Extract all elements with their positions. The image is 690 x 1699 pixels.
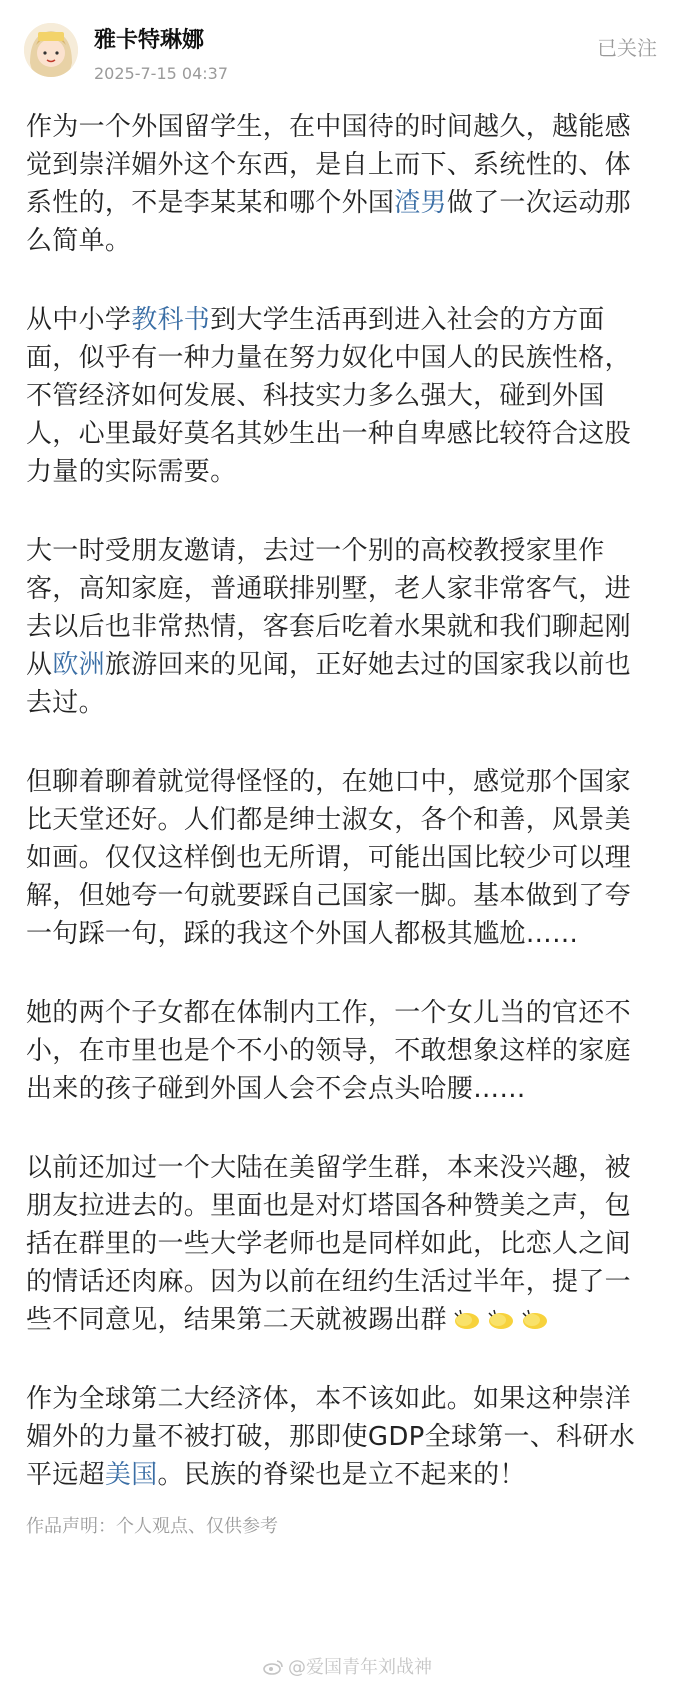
text-line: 一句踩一句，踩的我这个外国人都极其尴尬…… — [26, 919, 579, 949]
paragraph-4 — [26, 763, 666, 953]
clapping-hands-emoji-icon — [485, 1309, 515, 1331]
paragraph-1 — [26, 108, 666, 260]
text-line: 小，在市里也是个不小的领导，不敢想象这样的家庭 — [26, 1036, 631, 1066]
text-line: 的情话还肉麻。因为以前在纽约生活过半年，提了一 — [26, 1267, 631, 1297]
text-line: 力量的实际需要。 — [26, 457, 237, 487]
text-line: 么简单。 — [26, 226, 132, 256]
text-line: 她的两个子女都在体制内工作，一个女儿当的官还不 — [26, 998, 631, 1028]
weibo-logo-icon — [262, 1659, 284, 1675]
text-line — [26, 301, 666, 339]
text-line — [26, 646, 666, 684]
text-line: 客，高知家庭，普通联排别墅，老人家非常客气，进 — [26, 574, 631, 604]
paragraph-3 — [26, 532, 666, 722]
text-span: 平远超 — [26, 1460, 105, 1490]
paragraph-7 — [26, 1380, 666, 1494]
text-span: 从中小学 — [26, 305, 132, 335]
author-name[interactable]: 雅卡特琳娜 — [94, 28, 205, 53]
text-line: 面，似乎有一种力量在努力奴化中国人的民族性格， — [26, 343, 631, 373]
clapping-hands-emoji-icon — [519, 1309, 549, 1331]
text-span: 系性的，不是李某某和哪个外国 — [26, 188, 395, 218]
post-timestamp: 2025-7-15 04:37 — [94, 64, 228, 83]
text-span: 做了一次运动那 — [446, 188, 631, 218]
text-line: 媚外的力量不被打破，那即使GDP全球第一、科研水 — [26, 1422, 636, 1452]
text-span: 从 — [26, 650, 53, 680]
text-line: 比天堂还好。人们都是绅士淑女，各个和善，风景美 — [26, 805, 631, 835]
text-span: 旅游回来的见闻，正好她去过的国家我以前也 — [104, 650, 631, 680]
text-line: 朋友拉进去的。里面也是对灯塔国各种赞美之声，包 — [26, 1191, 631, 1221]
topic-link-zhanan[interactable]: 渣男 — [394, 188, 447, 218]
text-line: 如画。仅仅这样倒也无所谓，可能出国比较少可以理 — [26, 843, 631, 873]
avatar-cartoon-girl-icon — [24, 23, 78, 77]
text-line: 出来的孩子碰到外国人会不会点头哈腰…… — [26, 1074, 526, 1104]
text-line — [26, 1301, 666, 1339]
post-body — [26, 108, 666, 1494]
text-line: 觉到崇洋媚外这个东西，是自上而下、系统性的、体 — [26, 150, 631, 180]
text-line — [26, 1456, 666, 1494]
text-line: 但聊着聊着就觉得怪怪的，在她口中，感觉那个国家 — [26, 767, 631, 797]
text-line: 去以后也非常热情，客套后吃着水果就和我们聊起刚 — [26, 612, 631, 642]
text-line: 解，但她夸一句就要踩自己国家一脚。基本做到了夸 — [26, 881, 631, 911]
paragraph-2 — [26, 301, 666, 491]
text-line — [26, 184, 666, 222]
avatar[interactable] — [24, 23, 78, 77]
clapping-hands-emoji-icon — [451, 1309, 481, 1331]
paragraph-5 — [26, 994, 666, 1108]
text-line: 括在群里的一些大学老师也是同样如此，比恋人之间 — [26, 1229, 631, 1259]
text-line: 人，心里最好莫名其妙生出一种自卑感比较符合这股 — [26, 419, 631, 449]
text-line: 作为一个外国留学生，在中国待的时间越久，越能感 — [26, 112, 631, 142]
text-line: 以前还加过一个大陆在美留学生群，本来没兴趣，被 — [26, 1153, 631, 1183]
topic-link-ouzhou[interactable]: 欧洲 — [52, 650, 105, 680]
text-line: 去过。 — [26, 688, 105, 718]
post-header — [0, 0, 690, 95]
follow-button[interactable]: 已关注 — [597, 36, 657, 60]
text-span: 。民族的脊梁也是立不起来的！ — [157, 1460, 526, 1490]
watermark-text: @爱国青年刘战神 — [288, 1657, 432, 1678]
text-span: 些不同意见，结果第二天就被踢出群 — [26, 1305, 447, 1335]
paragraph-6 — [26, 1149, 666, 1339]
text-line: 作为全球第二大经济体，本不该如此。如果这种崇洋 — [26, 1384, 631, 1414]
text-line: 不管经济如何发展、科技实力多么强大，碰到外国 — [26, 381, 605, 411]
text-span: 到大学生活再到进入社会的方方面 — [210, 305, 605, 335]
watermark — [262, 1657, 432, 1679]
text-line: 大一时受朋友邀请，去过一个别的高校教授家里作 — [26, 536, 605, 566]
work-declaration: 作品声明：个人观点、仅供参考 — [26, 1516, 278, 1537]
topic-link-meiguo[interactable]: 美国 — [104, 1460, 158, 1490]
topic-link-jiaokeshu[interactable]: 教科书 — [131, 305, 211, 335]
